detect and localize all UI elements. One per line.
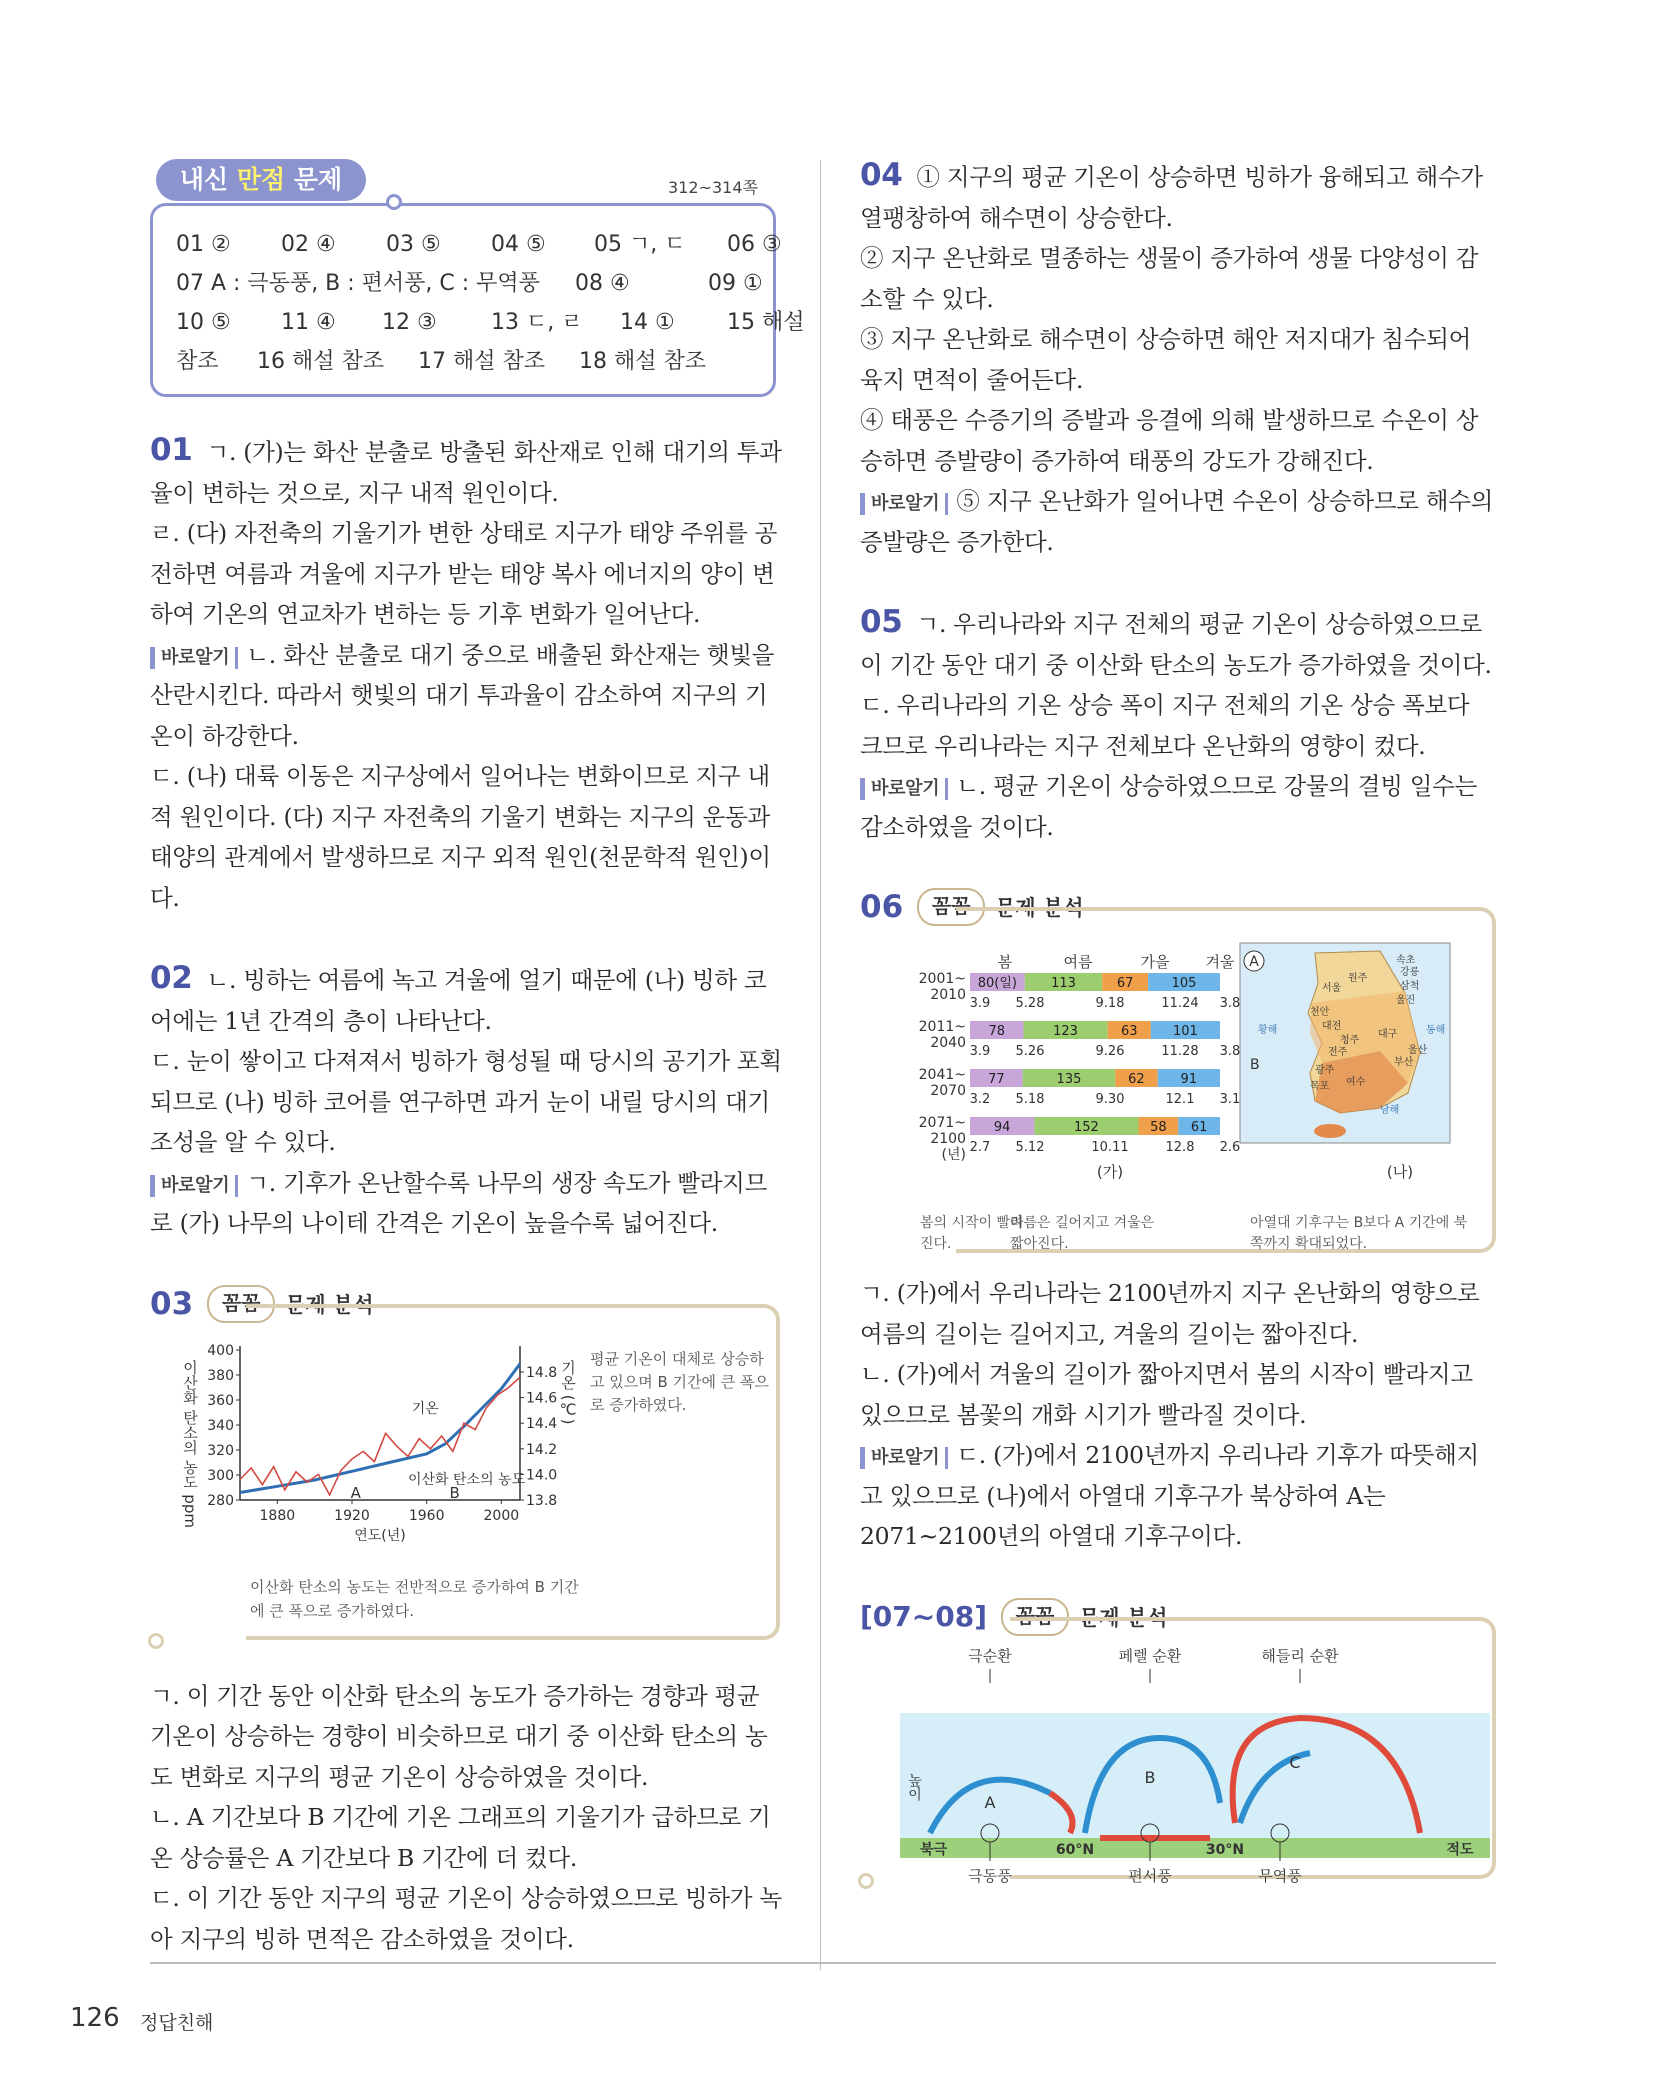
correction-tag: 바로알기	[860, 493, 948, 515]
explanation-text: ㄴ. 화산 분출로 대기 중으로 배출된 화산재는 햇빛을 산란시킨다. 따라서 햇빛의 대기 투과율이 감소하여 지구의 기온이 하강한다.	[150, 640, 775, 750]
explanation-text: ㄷ. 우리나라의 기온 상승 폭이 지구 전체의 기온 상승 폭보다 크므로 우리나라는 지구 전체보다 온난화의 영향이 컸다.	[860, 691, 1470, 760]
chart-note-text: 아열대 기후구는 B보다 A 기간에 북쪽까지 확대되었다.	[1250, 1215, 1468, 1252]
question-01	[150, 430, 782, 918]
season-start-date: 11.28	[1161, 1044, 1199, 1059]
answer-row	[176, 264, 805, 303]
question-number: 04	[860, 157, 903, 193]
season-start-date: 3.8	[1219, 996, 1241, 1011]
y-left-tick-label: 300	[207, 1467, 234, 1484]
question-02	[150, 958, 782, 1244]
latitude-label: 30°N	[1205, 1841, 1245, 1858]
page-label: 정답친해	[140, 2012, 214, 2034]
season-days: 80(일)	[977, 976, 1018, 991]
chart-note-text: 여름은 길어지고 겨울은 짧아진다.	[1010, 1215, 1155, 1252]
season-days: 94	[993, 1120, 1011, 1135]
x-tick-label: 2000	[483, 1507, 520, 1524]
explanation-text: ㄹ. (다) 자전축의 기울기가 변한 상태로 지구가 태양 주위를 공전하면 여름과 겨울에 지구가 받는 태양 복사 에너지의 양이 변하여 기온의 연교차가 변하는 등 기후 변화가 일어난다.	[150, 519, 778, 628]
question-06	[860, 1273, 1496, 1557]
answer-row	[176, 303, 805, 342]
question-number: 06	[860, 889, 904, 925]
explanation-text: ㄷ. 눈이 쌓이고 다져져서 빙하가 형성될 때 당시의 공기가 포획되므로 (나) 빙하 코어를 연구하면 과거 눈이 내릴 당시의 대기 조성을 알 수 있다.	[150, 1047, 782, 1156]
season-start-date: 5.26	[1015, 1044, 1045, 1059]
map-place-label: 부산	[1394, 1057, 1414, 1068]
chart-note-text: 봄의 시작이 빨라진다.	[920, 1215, 1024, 1252]
y-right-tick-label: 13.8	[526, 1492, 558, 1509]
map-place-label: 동해	[1426, 1025, 1446, 1036]
wind-name: 편서풍	[1128, 1866, 1172, 1885]
season-start-date: 3.1	[1219, 1092, 1241, 1107]
season-start-date: 9.30	[1095, 1092, 1125, 1107]
season-days: 123	[1053, 1024, 1078, 1039]
tab-word-1: 내신	[179, 165, 229, 194]
label-ga: (가)	[1096, 1163, 1124, 1181]
answer-item: 02 ④	[281, 232, 336, 257]
co2-label: 이산화 탄소의 농도	[408, 1471, 526, 1488]
season-start-date: 5.18	[1015, 1092, 1045, 1107]
page-range: 312~314쪽	[668, 178, 758, 197]
explanation-text: ㄷ. 이 기간 동안 지구의 평균 기온이 상승하였으므로 빙하가 녹아 지구의 빙하 면적은 감소하였을 것이다.	[150, 1884, 782, 1953]
y-left-tick-label: 340	[207, 1417, 234, 1434]
answer-row	[176, 342, 805, 381]
season-days: 113	[1051, 976, 1076, 991]
answer-item: 04 ⑤	[491, 232, 546, 257]
explanation-text: ㄴ. 평균 기온이 상승하였으므로 강물의 결빙 일수는 감소하였을 것이다.	[860, 772, 1477, 841]
correction-tag: 바로알기	[860, 778, 948, 800]
answer-item: 05 ㄱ, ㄷ	[594, 232, 686, 257]
x-tick-label: 1880	[259, 1507, 296, 1524]
answer-item: 08 ④	[575, 271, 630, 296]
map-place-label: 여수	[1346, 1077, 1366, 1088]
season-days: 61	[1190, 1120, 1208, 1135]
explanation-text: ㄱ. 이 기간 동안 이산화 탄소의 농도가 증가하는 경향과 평균 기온이 상승하는 경향이 비슷하므로 대기 중 이산화 탄소의 농도 변화로 지구의 평균 기온이 상승하였을 것이다.	[150, 1681, 768, 1791]
left-column	[150, 155, 805, 1959]
chart-note	[1250, 1213, 1480, 1263]
correction-tag: 바로알기	[150, 647, 238, 669]
answer-item: 참조	[176, 349, 219, 374]
explanation-text: ㄴ. A 기간보다 B 기간에 기온 그래프의 기울기가 급하므로 기온 상승률은 A 기간보다 B 기간에 더 컸다.	[150, 1803, 771, 1872]
atmospheric-circulation-diagram	[860, 1643, 1500, 1893]
answer-item: 06 ③	[727, 232, 782, 257]
period-label: 2040	[930, 1035, 966, 1051]
y-left-tick-label: 360	[207, 1392, 234, 1409]
period-a-label: A	[350, 1483, 361, 1502]
question-number: 02	[150, 960, 193, 996]
y-left-tick-label: 380	[207, 1367, 234, 1384]
map-b-label: B	[1250, 1057, 1260, 1073]
season-start-date: 3.8	[1219, 1044, 1241, 1059]
explanation-text: ㄷ. (가)에서 2100년까지 우리나라 기후가 따뜻해지고 있으므로 (나)에서 아열대 기후구가 북상하여 A는 2071~2100년의 아열대 기후구이다.	[860, 1441, 1479, 1550]
season-start-date: 3.9	[969, 1044, 991, 1059]
chart-note	[1010, 1213, 1170, 1263]
right-column	[860, 155, 1496, 1893]
answer-item: 13 ㄷ, ㄹ	[491, 310, 583, 335]
answer-item: 10 ⑤	[176, 310, 231, 335]
explanation-text: ㄱ. (가)는 화산 분출로 방출된 화산재로 인해 대기의 투과율이 변하는 것으로, 지구 내적 원인이다.	[150, 438, 782, 507]
question-number: 03	[150, 1285, 194, 1322]
season-start-date: 5.28	[1015, 996, 1045, 1011]
map-place-label: 울진	[1396, 995, 1416, 1006]
map-place-label: 남해	[1380, 1105, 1400, 1116]
explanation-text: ㄱ. (가)에서 우리나라는 2100년까지 지구 온난화의 영향으로 여름의 길이는 길어지고, 겨울의 길이는 짧아진다.	[860, 1279, 1480, 1348]
question-number: 01	[150, 432, 193, 468]
answer-item: 11 ④	[281, 310, 336, 335]
question-03	[150, 1676, 782, 1960]
explanation-text: ㄷ. (나) 대륙 이동은 지구상에서 일어나는 변화이므로 지구 내적 원인이다. (다) 지구 자전축의 기울기 변화는 지구의 운동과 태양의 관계에서 발생하므로 지구 외적 원인(천문학적 원인)이다.	[150, 762, 771, 912]
season-days: 135	[1056, 1072, 1082, 1087]
period-label: 2070	[930, 1083, 966, 1099]
season-days: 58	[1150, 1120, 1167, 1135]
height-label: 높이	[906, 1772, 922, 1801]
x-tick-label: 1960	[408, 1507, 445, 1524]
cell-name: 페렐 순환	[1118, 1646, 1182, 1665]
season-start-date: 3.2	[969, 1092, 991, 1107]
answer-item: 01 ②	[176, 232, 231, 257]
period-b-label: B	[449, 1483, 460, 1502]
y-left-tick-label: 320	[207, 1442, 234, 1459]
period-label: 2071~	[918, 1115, 966, 1131]
answer-row	[176, 225, 805, 264]
cell-letter: C	[1289, 1752, 1301, 1772]
q06-analysis-box	[860, 883, 1496, 1263]
explanation-text: ㄱ. 기후가 온난할수록 나무의 생장 속도가 빨라지므로 (가) 나무의 나이테 간격은 기온이 높을수록 넓어진다.	[150, 1168, 767, 1237]
answer-item: 09 ①	[708, 271, 763, 296]
season-start-date: 3.9	[969, 996, 991, 1011]
kkomkkom-badge: 꼼꼼	[917, 888, 985, 926]
map-place-label: 대전	[1322, 1021, 1342, 1032]
map-place-label: 전주	[1328, 1047, 1348, 1058]
y-right-tick-label: 14.6	[526, 1390, 558, 1407]
jeju-island	[1314, 1124, 1346, 1138]
footer-rule	[150, 1962, 1496, 1964]
map-place-label: 대구	[1378, 1029, 1398, 1040]
answer-rows	[176, 225, 805, 381]
y-right-tick-label: 14.8	[526, 1364, 558, 1381]
year-unit: (년)	[941, 1147, 966, 1163]
map-place-label: 원주	[1348, 973, 1368, 984]
map-place-label: 속초	[1396, 955, 1416, 966]
map-place-label: 삼척	[1400, 981, 1420, 992]
season-start-date: 12.8	[1165, 1140, 1195, 1155]
correction-tag: 바로알기	[150, 1175, 238, 1197]
map-place-label: 광주	[1315, 1065, 1335, 1076]
season-days: 62	[1128, 1072, 1145, 1087]
explanation-text: ㄴ. 빙하는 여름에 녹고 겨울에 얼기 때문에 (나) 빙하 코어에는 1년 간격의 층이 나타난다.	[150, 966, 767, 1035]
kkomkkom-badge: 꼼꼼	[207, 1285, 275, 1323]
correction-tag: 바로알기	[860, 1447, 948, 1469]
answer-item: 03 ⑤	[386, 232, 441, 257]
map-place-label: 울산	[1408, 1045, 1428, 1056]
wind-name: 극동풍	[968, 1866, 1012, 1885]
answer-item: 14 ①	[620, 310, 675, 335]
cell-name: 해들리 순환	[1261, 1646, 1339, 1665]
q03-analysis-box	[150, 1280, 782, 1650]
period-label: 2011~	[918, 1019, 966, 1035]
y-right-tick-label: 14.4	[526, 1415, 558, 1432]
frame-dot	[386, 194, 402, 210]
season-header: 봄	[997, 953, 1013, 971]
season-days: 105	[1171, 976, 1197, 991]
map-place-label: 황해	[1258, 1025, 1278, 1036]
y-left-axis-label: 이산화 탄소의 농도 ppm	[181, 1359, 199, 1528]
map-place-label: 서울	[1322, 983, 1342, 994]
latitude-label: 적도	[1446, 1841, 1474, 1858]
y-left-tick-label: 400	[207, 1342, 234, 1359]
answer-summary-box	[150, 155, 805, 400]
period-label: 2001~	[918, 971, 966, 987]
season-header: 겨울	[1205, 953, 1235, 971]
answer-item: 07 A : 극동풍, B : 편서풍, C : 무역풍	[176, 271, 540, 296]
cell-letter: B	[1144, 1767, 1156, 1787]
question-04	[860, 155, 1496, 562]
season-length-chart	[860, 933, 1500, 1263]
map-place-label: 강릉	[1400, 967, 1420, 978]
season-start-date: 5.12	[1015, 1140, 1045, 1155]
y-right-tick-label: 14.0	[526, 1466, 558, 1483]
answer-item: 18 해설 참조	[579, 349, 706, 374]
wind-name: 무역풍	[1258, 1866, 1302, 1885]
question-number: 05	[860, 604, 903, 640]
answer-tab	[156, 159, 366, 201]
season-days: 63	[1120, 1024, 1138, 1039]
x-tick-label: 1920	[334, 1507, 370, 1524]
analysis-title: 문제 분석	[285, 1292, 374, 1317]
answer-item: 12 ③	[382, 310, 437, 335]
explanation-text: ④ 태풍은 수증기의 증발과 응결에 의해 발생하므로 수온이 상승하면 증발량이 증가하여 태풍의 강도가 강해진다.	[860, 406, 1479, 475]
x-axis-label: 연도(년)	[354, 1527, 406, 1544]
explanation-text: ㄱ. 우리나라와 지구 전체의 평균 기온이 상승하였으므로 이 기간 동안 대기 중 이산화 탄소의 농도가 증가하였을 것이다.	[860, 610, 1492, 679]
season-start-date: 12.1	[1165, 1092, 1195, 1107]
cell-letter: A	[984, 1792, 996, 1812]
map-a-label: A	[1249, 954, 1259, 970]
season-header: 여름	[1063, 953, 1093, 971]
explanation-text: ⑤ 지구 온난화가 일어나면 수온이 상승하므로 해수의 증발량은 증가한다.	[860, 487, 1493, 556]
season-header: 가을	[1140, 953, 1170, 971]
season-start-date: 11.24	[1161, 996, 1199, 1011]
season-days: 101	[1172, 1024, 1198, 1039]
season-start-date: 9.26	[1095, 1044, 1125, 1059]
period-label: 2100	[930, 1131, 966, 1147]
season-days: 77	[988, 1072, 1005, 1087]
latitude-label: 60°N	[1055, 1841, 1095, 1858]
map-place-label: 목포	[1310, 1081, 1330, 1092]
season-start-date: 9.18	[1095, 996, 1125, 1011]
explanation-text: ③ 지구 온난화로 해수면이 상승하면 해안 저지대가 침수되어 육지 면적이 줄어든다.	[860, 325, 1472, 394]
answer-item: 15 해설	[727, 310, 805, 335]
page-number: 126	[70, 2003, 120, 2033]
map-place-label: 청주	[1340, 1035, 1360, 1046]
y-right-axis-label: 기온 (℃)	[559, 1359, 577, 1424]
period-label: 2010	[930, 987, 966, 1003]
explanation-text: ㄴ. (가)에서 겨울의 길이가 짧아지면서 봄의 시작이 빨라지고 있으므로 봄꽃의 개화 시기가 빨라질 것이다.	[860, 1360, 1473, 1429]
chart-note-right: 평균 기온이 대체로 상승하고 있으며 B 기간에 큰 폭으로 증가하였다.	[590, 1349, 770, 1414]
season-days: 67	[1116, 976, 1134, 991]
tab-word-3: 문제	[293, 165, 343, 194]
analysis-title: 문제 분석	[995, 896, 1084, 920]
kkomkkom-badge: 꼼꼼	[1001, 1598, 1069, 1636]
temperature-label: 기온	[411, 1400, 439, 1417]
cell-name: 극순환	[968, 1646, 1012, 1665]
explanation-text: ① 지구의 평균 기온이 상승하면 빙하가 융해되고 해수가 열팽창하여 해수면이 상승한다.	[860, 163, 1483, 232]
season-start-date: 2.6	[1219, 1140, 1241, 1155]
analysis-title: 문제 분석	[1078, 1605, 1168, 1630]
season-start-date: 2.7	[969, 1140, 991, 1155]
y-left-tick-label: 280	[207, 1492, 234, 1509]
label-na: (나)	[1386, 1163, 1414, 1181]
season-days: 91	[1180, 1072, 1198, 1087]
season-days: 152	[1074, 1120, 1099, 1135]
q0708-analysis-box	[860, 1593, 1496, 1893]
map-place-label: 천안	[1310, 1007, 1330, 1018]
question-05	[860, 602, 1496, 847]
explanation-text: ② 지구 온난화로 멸종하는 생물이 증가하여 생물 다양성이 감소할 수 있다.	[860, 244, 1479, 313]
latitude-label: 북극	[920, 1841, 948, 1858]
chart-note-bottom: 이산화 탄소의 농도는 전반적으로 증가하여 B 기간에 큰 폭으로 증가하였다.	[250, 1577, 579, 1620]
y-right-tick-label: 14.2	[526, 1441, 558, 1458]
tab-word-2: 만점	[236, 165, 286, 194]
season-start-date: 10.11	[1091, 1140, 1129, 1155]
season-days: 78	[988, 1024, 1005, 1039]
column-divider	[820, 160, 821, 1970]
answer-item: 16 해설 참조	[257, 349, 384, 374]
question-number: [07~08]	[860, 1600, 987, 1633]
period-label: 2041~	[918, 1067, 966, 1083]
answer-item: 17 해설 참조	[418, 349, 545, 374]
